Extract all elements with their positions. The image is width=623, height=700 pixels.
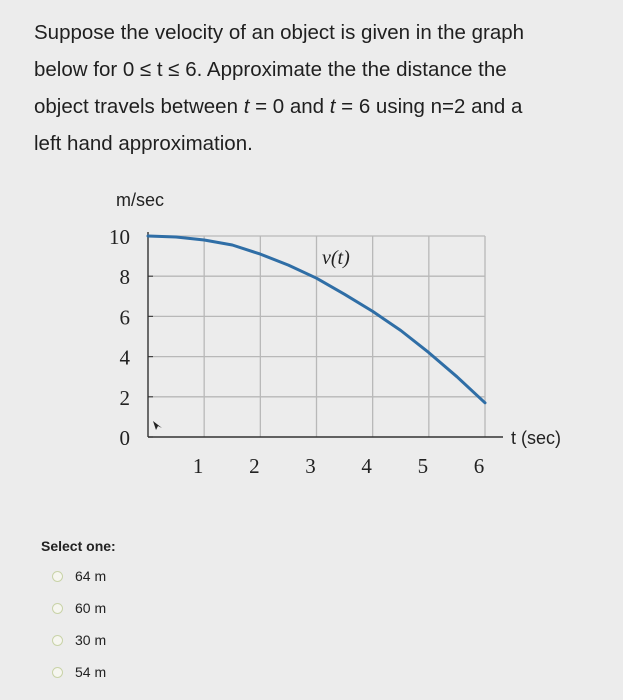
chart-labels	[109, 190, 561, 478]
y-tick-label: 2	[119, 385, 130, 410]
x-axis-label: t (sec)	[511, 428, 562, 448]
y-tick-label: 6	[119, 305, 130, 330]
question-line-2: below for 0 ≤ t ≤ 6. Approximate the the distance the	[34, 58, 507, 81]
option-30m[interactable]	[52, 624, 106, 656]
option-54m[interactable]	[52, 656, 106, 688]
radio-icon[interactable]	[52, 667, 63, 678]
t-variable: t	[329, 95, 336, 118]
answer-options	[52, 560, 106, 688]
question-line-3-mid2: = 6 using n=2 and a	[335, 95, 523, 118]
radio-icon[interactable]	[52, 571, 63, 582]
option-60m[interactable]	[52, 592, 106, 624]
question-line-3-pre: object travels between	[34, 95, 244, 118]
t-variable: t	[243, 95, 250, 118]
x-tick-label: 6	[473, 454, 485, 478]
x-tick-label: 1	[192, 454, 204, 478]
question-line-1: Suppose the velocity of an object is given in the graph	[34, 21, 525, 44]
axis-arrow-icon	[153, 421, 162, 430]
select-one-label: Select one:	[41, 538, 116, 554]
y-tick-label: 10	[109, 225, 130, 249]
option-label: 54 m	[75, 664, 107, 680]
x-tick-label: 3	[305, 454, 316, 478]
x-tick-label: 5	[417, 454, 429, 478]
option-label: 60 m	[75, 600, 107, 616]
x-tick-label: 4	[361, 454, 372, 478]
y-tick-label: 0	[119, 426, 130, 450]
option-64m[interactable]	[52, 560, 106, 592]
question-line-3-mid1: = 0 and	[249, 95, 330, 118]
y-tick-label: 4	[119, 345, 130, 370]
y-axis-label: m/sec	[116, 190, 165, 210]
question-line-4: left hand approximation.	[34, 132, 253, 155]
radio-icon[interactable]	[52, 603, 63, 614]
option-label: 30 m	[75, 632, 107, 648]
x-tick-label: 2	[249, 454, 260, 478]
y-tick-label: 8	[119, 265, 130, 290]
curve-label: v(t)	[322, 247, 350, 269]
chart-grid	[148, 236, 485, 437]
option-label: 64 m	[75, 568, 107, 584]
radio-icon[interactable]	[52, 635, 63, 646]
